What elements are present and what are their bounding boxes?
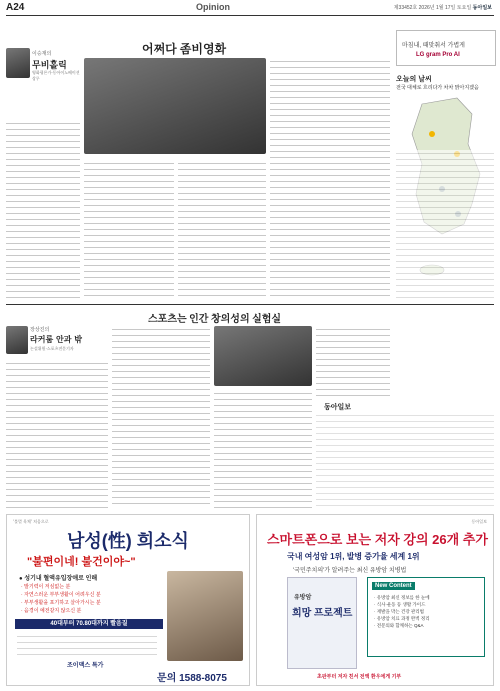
donga-logo: 동아일보 [324, 404, 352, 411]
health-ad-item: · 자연스러운 부부생활이 어려우신 분 [21, 592, 101, 598]
column1-author-box [6, 48, 80, 118]
column2-author-box [6, 326, 106, 356]
section-name: Opinion [196, 2, 230, 12]
issue-date: 제33452호 2026년 1월 17일 토요일 [393, 5, 472, 11]
lg-ad-text: 마침내, 때맞춰서 가볍게 [402, 43, 465, 49]
new-content-item: · 재발을 막는 건강 관리법 [374, 609, 424, 614]
column1-author-small: 이승재의 [32, 51, 52, 57]
book-ad-headline: 스마트폰으로 보는 저자 강의 26개 추가 [267, 532, 488, 547]
health-ad-note: '불멸 육체' 처음으로 [13, 519, 49, 524]
new-content-box [367, 577, 485, 657]
column2-author-name: 라커룸 안과 밖 [30, 335, 82, 344]
weather-forecast-text [396, 150, 494, 300]
weather-subtitle: 전국 대체로 흐리다가 차차 맑아지겠음 [396, 85, 479, 91]
masthead-brand: 동아일보 [472, 5, 492, 11]
column2-title: 스포츠는 인간 창의성의 실험실 [148, 314, 282, 325]
health-ad-item: · 부부생활을 포기하고 살아가시는 분 [21, 600, 101, 606]
column1-text-col4 [270, 58, 390, 300]
book-ad-footer: 초판부터 저자 친서 전액 환우에게 기부 [317, 674, 402, 680]
weather-title: 오늘의 날씨 [396, 76, 432, 83]
column2-author-small: 장상진의 [30, 327, 50, 333]
health-ad-event: 조이맥스 특가 [67, 663, 104, 669]
book-title: 희망 프로젝트 [292, 608, 353, 619]
new-content-item: · 유방암 최신 정보를 한 눈에 [374, 595, 430, 600]
lg-logo: LG gram Pro AI [416, 52, 460, 58]
column1-title: 어쩌다 좀비영화 [142, 42, 227, 56]
health-ad-body [17, 633, 157, 657]
column1-movie-still [84, 58, 266, 154]
health-ad-subheading: ● 성기내 혈액유입장애로 인해 [19, 576, 98, 582]
book-ad [256, 514, 494, 686]
new-content-item: · 전문의와 함께하는 Q&A [374, 623, 424, 628]
health-ad-item: · 음경이 예전같지 않으신 분 [21, 608, 82, 614]
column2-author-photo [6, 326, 28, 354]
column2-text-col1 [6, 360, 108, 508]
health-ad [6, 514, 250, 686]
column1-text-col1 [6, 120, 80, 300]
health-ad-headline: 남성(性) 희소식 [67, 531, 189, 551]
new-content-list [374, 594, 430, 629]
health-ad-quote: "불편이네! 불건이야~" [27, 556, 136, 568]
column2-sports-photo [214, 326, 312, 386]
column2-text-col3 [214, 390, 312, 508]
book-ad-rank: 국내 여성암 1위, 발병 증가율 세계 1위 [287, 552, 420, 561]
health-ad-strip: 40대부터 70.80대까지 빨음질 [15, 619, 163, 629]
health-ad-model-photo [167, 571, 243, 661]
section-rule [6, 304, 494, 305]
health-ad-item: · 발기력이 저심없는 분 [21, 584, 71, 590]
column1-text-col3 [178, 160, 266, 300]
issue-info [394, 4, 492, 11]
sun-icon [429, 131, 435, 137]
health-ad-phone: 문의 1588-8075 [157, 673, 227, 684]
new-content-label: New Content [372, 582, 415, 590]
header-rule [6, 15, 494, 16]
new-content-item: · 유방암 치료 과정 완벽 정리 [374, 616, 430, 621]
column2-affiliation: 논설위원·스포츠전문기자 [30, 346, 74, 351]
page-number: A24 [6, 2, 25, 13]
column2-text-col4 [316, 326, 390, 398]
column1-affiliation: 영화평론가·동아이노베이션 상무 [32, 70, 80, 81]
health-ad-items [21, 583, 101, 615]
book-ad-subline: '국민주치의'가 알려주는 최신 유방암 치병법 [293, 568, 407, 574]
company-info-box [316, 412, 494, 508]
column1-text-col2 [84, 160, 174, 300]
column1-author-name: 무비홀릭 [32, 61, 67, 71]
book-ad-brand: 동아일보 [471, 519, 487, 524]
column2-text-col2 [112, 326, 210, 508]
column1-author-photo [6, 48, 30, 78]
book-cover [287, 577, 357, 669]
book-title-small: 유방암 [294, 595, 312, 601]
new-content-item: · 식사·운동 등 생활 가이드 [374, 602, 426, 607]
